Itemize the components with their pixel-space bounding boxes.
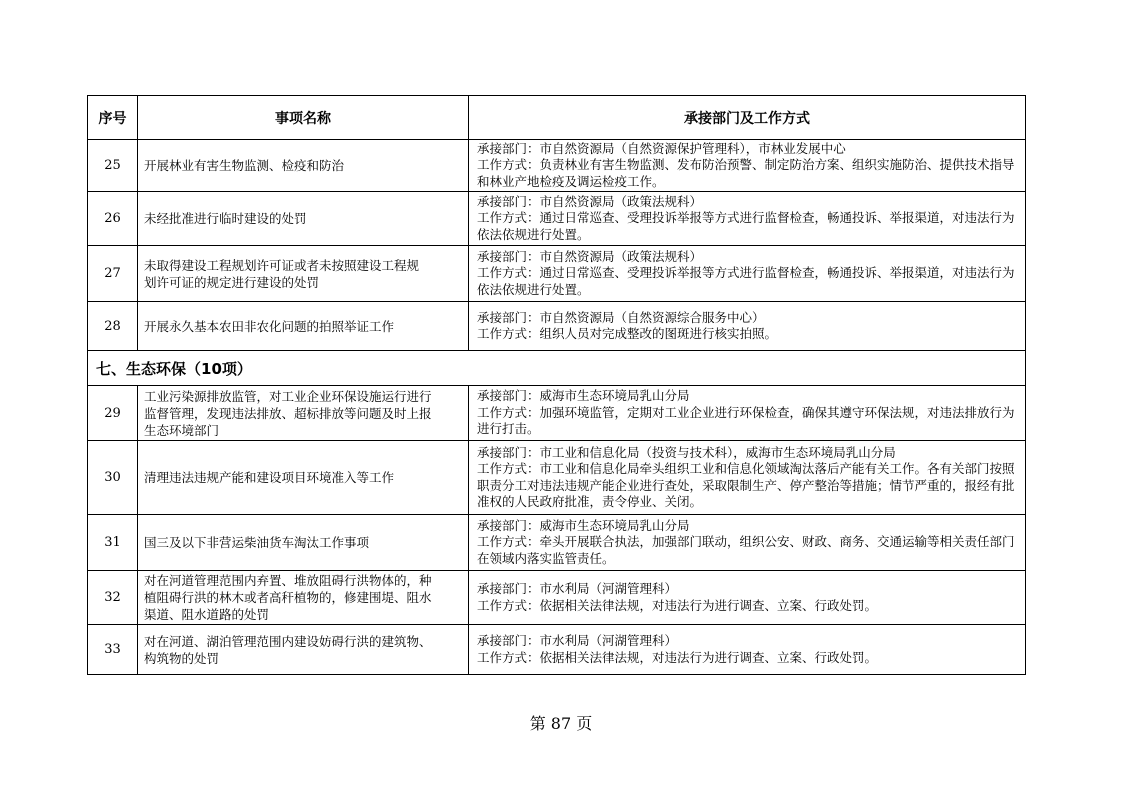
matter-name-line: 对在河道管理范围内弃置、堆放阻碍行洪物体的，种 xyxy=(144,573,432,588)
matter-name-line: 构筑物的处罚 xyxy=(144,650,220,666)
table-row xyxy=(88,441,1026,515)
department-method xyxy=(469,140,1026,192)
matter-name-line: 清理违法违规产能和建设项目环境准入等工作 xyxy=(144,470,395,485)
department-line: 承接部门：威海市生态环境局乳山分局 xyxy=(477,517,690,533)
matter-name-line: 划许可证的规定进行建设的处罚 xyxy=(144,274,320,290)
method-line: 工作方式：通过日常巡查、受理投诉举报等方式进行监督检查，畅通投诉、举报渠道，对违法行为依法依规进行处置。 xyxy=(477,265,1015,297)
department-line: 承接部门：市水利局（河湖管理科） xyxy=(477,633,678,648)
row-number: 31 xyxy=(88,515,138,571)
department-line: 承接部门：市自然资源局（自然资源综合服务中心） xyxy=(477,309,765,325)
table-row xyxy=(88,625,1026,675)
table-row xyxy=(88,571,1026,625)
matter-name xyxy=(138,515,469,571)
row-number: 27 xyxy=(88,246,138,302)
row-number: 28 xyxy=(88,302,138,351)
matter-name-line: 开展永久基本农田非农化问题的拍照举证工作 xyxy=(144,318,395,334)
matter-name-line: 对在河道、湖泊管理范围内建设妨碍行洪的建筑物、 xyxy=(144,633,432,649)
department-line: 承接部门：市工业和信息化局（投资与技术科），威海市生态环境局乳山分局 xyxy=(477,444,896,460)
department-method xyxy=(469,386,1026,441)
department-method xyxy=(469,302,1026,351)
matter-name-line: 未经批准进行临时建设的处罚 xyxy=(144,211,307,226)
matter-name-line: 渠道、阻水道路的处罚 xyxy=(144,607,270,622)
matter-name xyxy=(138,192,469,246)
matter-name-line: 工业污染源排放监管，对工业企业环保设施运行进行 xyxy=(144,388,432,404)
method-line: 工作方式：依据相关法律法规，对违法行为进行调查、立案、行政处罚。 xyxy=(477,649,878,665)
department-method xyxy=(469,625,1026,675)
row-number: 33 xyxy=(88,625,138,675)
matter-name xyxy=(138,246,469,302)
department-line: 承接部门：市自然资源局（政策法规科） xyxy=(477,193,703,209)
row-number: 30 xyxy=(88,441,138,515)
department-line: 承接部门：市自然资源局（政策法规科） xyxy=(477,248,703,264)
method-line: 工作方式：组织人员对完成整改的图斑进行核实拍照。 xyxy=(477,326,778,341)
row-number: 26 xyxy=(88,192,138,246)
page-number: 第 87 页 xyxy=(529,714,593,733)
department-method xyxy=(469,246,1026,302)
matter-name-line: 未取得建设工程规划许可证或者未按照建设工程规 xyxy=(144,257,420,273)
matters-table xyxy=(87,95,1026,675)
table-row xyxy=(88,192,1026,246)
matter-name xyxy=(138,441,469,515)
section-title: 七、生态环保（10项） xyxy=(88,351,1026,386)
matter-name-line: 国三及以下非营运柴油货车淘汰工作事项 xyxy=(144,535,370,550)
table-row xyxy=(88,140,1026,192)
department-method xyxy=(469,515,1026,571)
matter-name xyxy=(138,625,469,675)
matter-name xyxy=(138,386,469,441)
department-method xyxy=(469,441,1026,515)
method-line: 工作方式：依据相关法律法规，对违法行为进行调查、立案、行政处罚。 xyxy=(477,597,878,613)
method-line: 工作方式：通过日常巡查、受理投诉举报等方式进行监督检查，畅通投诉、举报渠道，对违法行为依法依规进行处置。 xyxy=(477,210,1015,242)
section-row xyxy=(88,351,1026,386)
method-line: 工作方式：市工业和信息化局牵头组织工业和信息化领域淘汰落后产能有关工作。各有关部门按照职责分工对违法违规产能企业进行查处，采取限制生产、停产整治等措施；情节严重的，报经有批准权的人民政府批准，责令停业、关闭。 xyxy=(477,461,1015,509)
department-line: 承接部门：市水利局（河湖管理科） xyxy=(477,581,678,596)
row-number: 32 xyxy=(88,571,138,625)
matter-name-line: 监督管理，发现违法排放、超标排放等问题及时上报 xyxy=(144,405,432,421)
row-number: 25 xyxy=(88,140,138,192)
department-method xyxy=(469,192,1026,246)
department-line: 承接部门：威海市生态环境局乳山分局 xyxy=(477,388,690,404)
header-serial-number: 序号 xyxy=(88,96,138,140)
table-row xyxy=(88,386,1026,441)
header-matter-name: 事项名称 xyxy=(138,96,469,140)
method-line: 工作方式：牵头开展联合执法，加强部门联动，组织公安、财政、商务、交通运输等相关责任部门在领域内落实监管责任。 xyxy=(477,534,1015,566)
department-line: 承接部门：市自然资源局（自然资源保护管理科），市林业发展中心 xyxy=(477,140,846,156)
table-row xyxy=(88,515,1026,571)
method-line: 工作方式：负责林业有害生物监测、发布防治预警、制定防治方案、组织实施防治、提供技术指导和林业产地检疫及调运检疫工作。 xyxy=(477,157,1015,189)
matter-name-line: 植阻碍行洪的林木或者高秆植物的，修建围堤、阻水 xyxy=(144,590,432,605)
method-line: 工作方式：加强环境监管，定期对工业企业进行环保检查，确保其遵守环保法规，对违法排放行为进行打击。 xyxy=(477,404,1015,437)
matter-name xyxy=(138,302,469,351)
header-department-method: 承接部门及工作方式 xyxy=(469,96,1026,140)
table-header-row xyxy=(88,96,1026,140)
matter-name xyxy=(138,140,469,192)
table-row xyxy=(88,246,1026,302)
row-number: 29 xyxy=(88,386,138,441)
matter-name-line: 生态环境部门 xyxy=(144,422,220,438)
matter-name xyxy=(138,571,469,625)
department-method xyxy=(469,571,1026,625)
table-row xyxy=(88,302,1026,351)
matter-name-line: 开展林业有害生物监测、检疫和防治 xyxy=(144,158,345,173)
